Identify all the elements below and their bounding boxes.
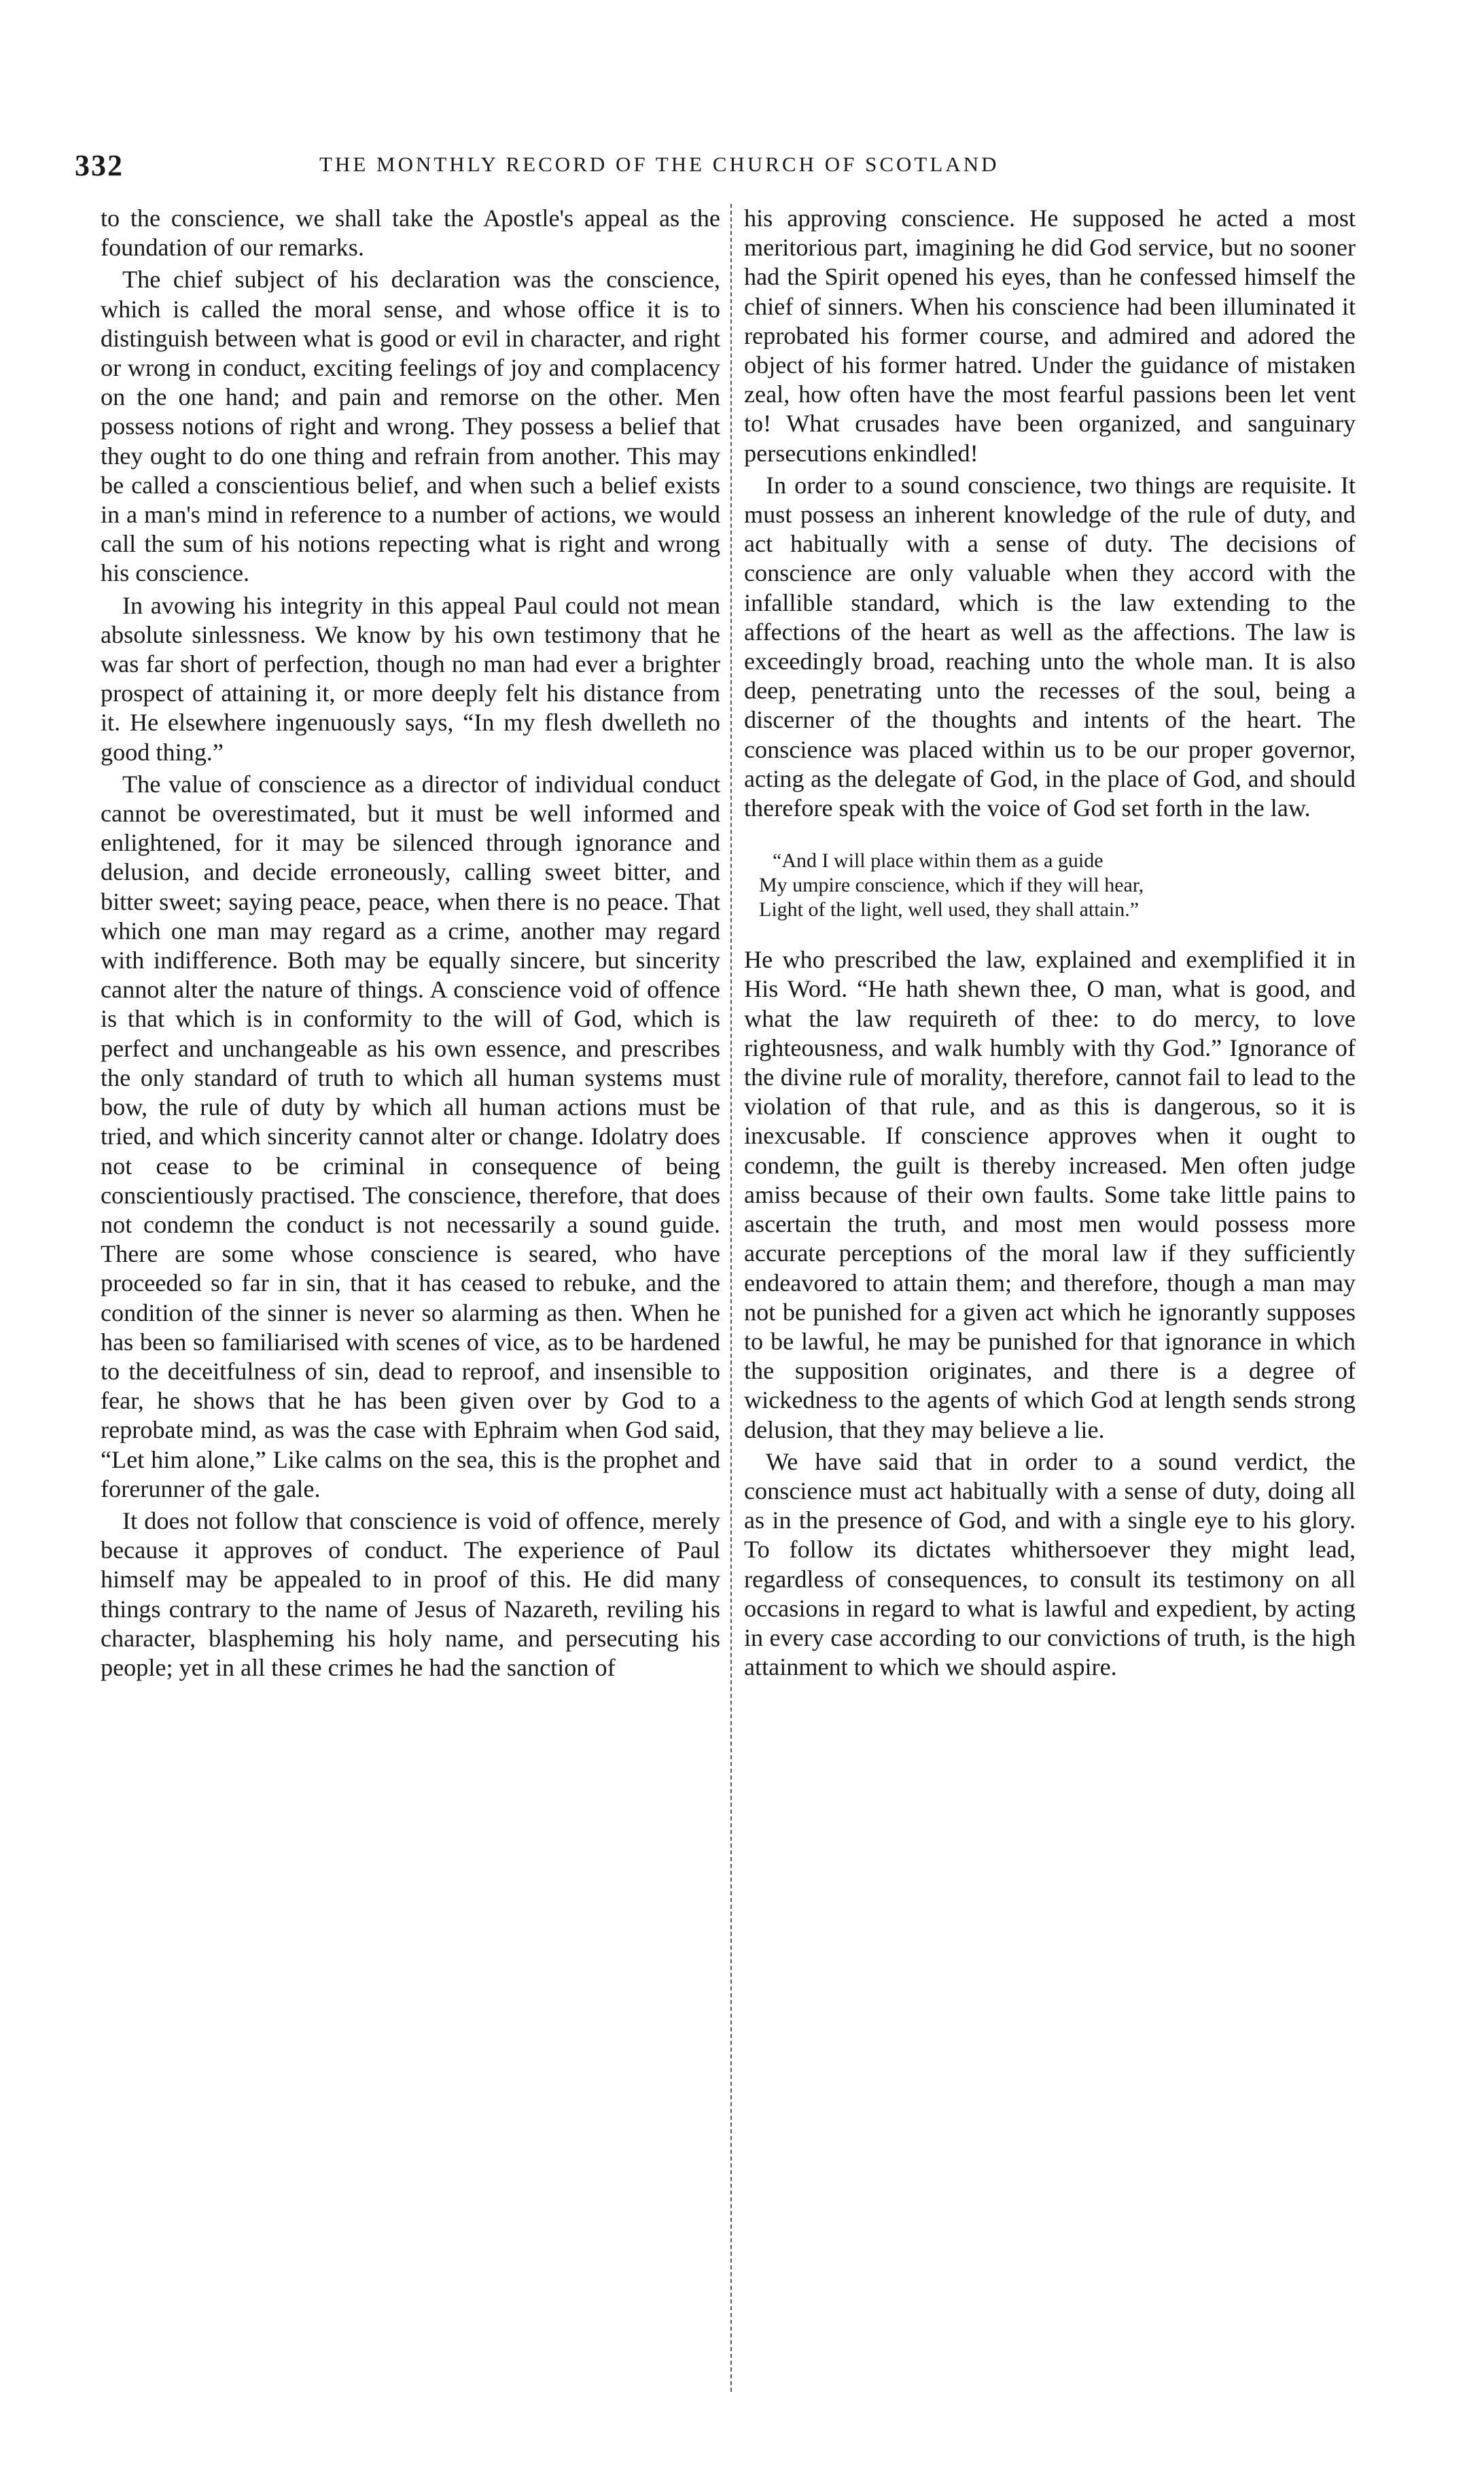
paragraph: his approving conscience. He supposed he acted a most meritorious part, imagining he did God service, but no sooner had the Spirit opened his eyes, than he confessed himself the chief of sinners. When his conscience had been illuminated it reprobated his former course, and admired and adored the object of his former hatred. Under the guidance of mistaken zeal, how often have the most fearful passions been let vent to! What crusades have been organized, and sanguinary persecutions enkindled! (744, 205, 1356, 467)
poem-line: Light of the light, well used, they shall attain.” (759, 898, 1140, 921)
paragraph: In order to a sound conscience, two things are requisite. It must possess an inherent knowledge of the rule of duty, and act habitually with a sense of duty. The decisions of conscience are only valuable when they accord with the infallible standard, which is the law extending to the affections of the heart as well as the affections. The law is exceedingly broad, reaching unto the whole man. It is also deep, penetrating unto the recesses of the soul, being a discerner of the thoughts and intents of the heart. The conscience was placed within us to be our proper governor, acting as the delegate of God, in the place of God, and should therefore speak with the voice of God set forth in the law. (744, 471, 1356, 822)
column-divider (730, 204, 732, 2392)
page-number: 332 (75, 149, 124, 182)
paragraph: The chief subject of his declaration was the conscience, which is called the moral sense, and whose office it is to distinguish between what is good or evil in character, and right or wrong in conduct, exciting feelings of joy and complacency on the one hand; and pain and remorse on the other. Men possess notions of right and wrong. They possess a belief that they ought to do one thing and refrain from another. This may be called a conscientious belief, and when such a belief exists in a man's mind in reference to a number of actions, we would call the sum of his notions repecting what is right and wrong his conscience. (101, 266, 720, 587)
running-head: THE MONTHLY RECORD OF THE CHURCH OF SCOTLAND (319, 152, 1000, 176)
left-column (101, 204, 720, 2412)
paragraph: We have said that in order to a sound verdict, the conscience must act habitually with a sense of duty, doing all as in the presence of God, and with a single eye to his glory. To follow its dictates whithersoever they might lead, regardless of consequences, to consult its testimony on all occasions in regard to what is lawful and expedient, by acting in every case according to our convictions of truth, is the high attainment to which we should aspire. (744, 1447, 1356, 1681)
page-header (75, 148, 1366, 186)
poem-quotation (759, 849, 1356, 922)
paragraph: In avowing his integrity in this appeal Paul could not mean absolute sinlessness. We know by his own testimony that he was far short of perfection, though no man had ever a brighter prospect of attaining it, or more deeply felt his distance from it. He elsewhere ingenuously says, “In my flesh dwelleth no good thing.” (101, 591, 720, 766)
paragraph: to the conscience, we shall take the Apostle's appeal as the foundation of our remarks. (101, 205, 720, 262)
paragraph: The value of conscience as a director of individual conduct cannot be overestimated, but it must be well informed and enlightened, for it may be silenced through ignorance and delusion, and decide erroneously, calling sweet bitter, and bitter sweet; saying peace, peace, when there is no peace. That which one man may regard as a crime, another may regard with indifference. Both may be equally sincere, but sincerity cannot alter the nature of things. A conscience void of offence is that which is in conformity to the will of God, which is perfect and unchangeable as his own essence, and prescribes the only standard of truth to which all human systems must bow, the rule of duty by which all human actions must be tried, and which sincerity cannot alter or change. Idolatry does not cease to be criminal in consequence of being conscientiously practised. The conscience, therefore, that does not condemn the conduct is not necessarily a sound guide. There are some whose conscience is seared, who have proceeded so far in sin, that it has ceased to rebuke, and the condition of the sinner is never so alarming as then. When he has been so familiarised with scenes of vice, as to be hardened to the deceitfulness of sin, dead to reproof, and insensible to fear, he shows that he has been given over by God to a reprobate mind, as was the case with Ephraim when God said, “Let him alone,” Like calms on the sea, this is the prophet and forerunner of the gale. (101, 770, 720, 1502)
poem-line: “And I will place within them as a guide (773, 849, 1103, 872)
poem-line: My umpire conscience, which if they will hear, (759, 874, 1144, 897)
paragraph: It does not follow that conscience is void of offence, merely because it approves of conduct. The experience of Paul himself may be appealed to in proof of this. He did many things contrary to the name of Jesus of Nazareth, reviling his character, blaspheming his holy name, and persecuting his people; yet in all these crimes he had the sanction of (101, 1506, 720, 1681)
right-column (744, 204, 1356, 2412)
paragraph: He who prescribed the law, explained and exemplified it in His Word. “He hath shewn thee, O man, what is good, and what the law requireth of thee: to do mercy, to love righteousness, and walk humbly with thy God.” Ignorance of the divine rule of morality, therefore, cannot fail to lead to the violation of that rule, and as this is dangerous, so it is inexcusable. If conscience approves when it ought to condemn, the guilt is thereby increased. Men often judge amiss because of their own faults. Some take little pains to ascertain the truth, and most men would possess more accurate perceptions of the moral law if they sufficiently endeavored to attain them; and therefore, though a man may not be punished for a given act which he ignorantly supposes to be lawful, he may be punished for that ignorance in which the supposition originates, and there is a degree of wickedness to the agents of which God at length sends strong delusion, that they may believe a lie. (744, 946, 1356, 1443)
